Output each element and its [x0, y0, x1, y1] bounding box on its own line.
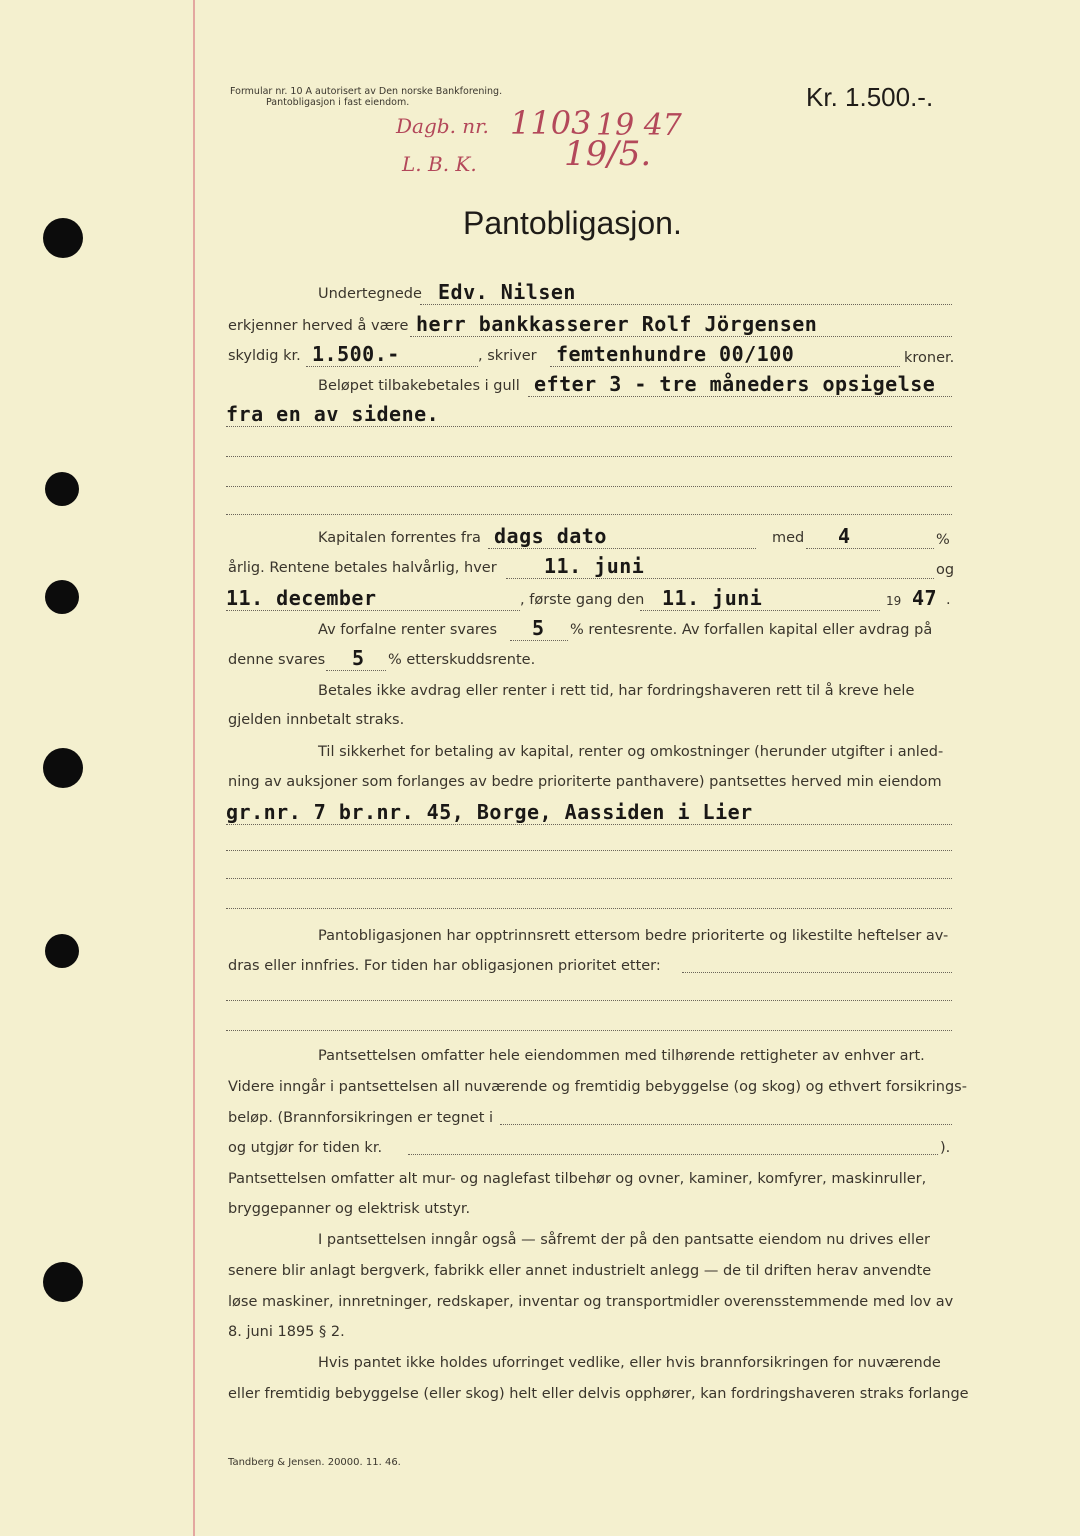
punch-hole	[45, 934, 79, 968]
omfatter-line-4-end: ).	[940, 1140, 951, 1156]
year-prefix: 19	[886, 594, 902, 608]
repayment-terms-2: fra en av sidene.	[226, 402, 440, 426]
amount-words: femtenhundre 00/100	[556, 342, 795, 366]
sikkerhet-line-2: ning av auksjoner som forlanges av bedre prioriterte panthavere) pantsettes herved min eiendom	[228, 774, 942, 790]
inngaar-line-1: I pantsettelsen inngår også — såfremt der på den pantsatte eiendom nu drives eller	[318, 1232, 930, 1248]
interest-date-2: 11. december	[226, 586, 377, 610]
opptrinn-line-2: dras eller innfries. For tiden har obligasjonen prioritet etter:	[228, 958, 661, 974]
first-payment-date: 11. juni	[662, 586, 763, 610]
kroner-label: kroner.	[904, 350, 955, 366]
dagb-year: 19 47	[596, 108, 682, 143]
header-amount: Kr. 1.500.-.	[806, 82, 934, 112]
sikkerhet-line-1: Til sikkerhet for betaling av kapital, renter og omkostninger (herunder utgifter i anled-	[318, 744, 944, 760]
inngaar-line-4: 8. juni 1895 § 2.	[228, 1324, 345, 1340]
skriver-label: , skriver	[478, 348, 537, 364]
punch-hole	[43, 218, 83, 258]
skyldig-label: skyldig kr.	[228, 348, 301, 364]
omfatter-line-1: Pantsettelsen omfatter hele eiendommen med tilhørende rettigheter av enhver art.	[318, 1048, 925, 1064]
lbk-label: L. B. K.	[402, 152, 477, 176]
punch-hole	[45, 580, 79, 614]
form-line-2: Pantobligasjon i fast eiendom.	[266, 97, 410, 108]
omfatter-line-6: bryggepanner og elektrisk utstyr.	[228, 1201, 471, 1217]
creditor-name: herr bankkasserer Rolf Jörgensen	[416, 312, 818, 336]
forfalne-label-3: denne svares	[228, 652, 326, 668]
property-description: gr.nr. 7 br.nr. 45, Borge, Aassiden i Lier	[226, 800, 753, 824]
betales-line-2: gjelden innbetalt straks.	[228, 712, 405, 728]
belopet-label: Beløpet tilbakebetales i gull	[318, 378, 520, 394]
forfalne-label: Av forfalne renter svares	[318, 622, 498, 638]
punch-hole	[45, 472, 79, 506]
arrears-interest-rate: 5	[352, 646, 365, 670]
punch-hole	[43, 1262, 83, 1302]
percent-sign: %	[936, 532, 950, 548]
page-title: Pantobligasjon.	[463, 205, 682, 241]
og-label: og	[936, 562, 955, 578]
omfatter-line-3: beløp. (Brannforsikringen er tegnet i	[228, 1110, 494, 1126]
late-interest-rate: 5	[532, 616, 545, 640]
form-line-1: Formular nr. 10 A autorisert av Den norske Bankforening.	[230, 86, 503, 97]
interest-date-1: 11. juni	[544, 554, 645, 578]
omfatter-line-4: og utgjør for tiden kr.	[228, 1140, 383, 1156]
erkjenner-label: erkjenner herved å være	[228, 318, 409, 334]
dagb-number: 1103	[510, 104, 592, 142]
skyldig-amount: 1.500.-	[312, 342, 400, 366]
interest-rate: 4	[838, 524, 851, 548]
med-label: med	[772, 530, 805, 546]
betales-line-1: Betales ikke avdrag eller renter i rett tid, har fordringshaveren rett til å kreve hele	[318, 683, 915, 699]
forfalne-label-4: % etterskuddsrente.	[388, 652, 536, 668]
omfatter-line-2: Videre inngår i pantsettelsen all nuværende og fremtidig bebyggelse (og skog) og ethvert forsikrings-	[228, 1079, 967, 1095]
interest-from: dags dato	[494, 524, 607, 548]
repayment-terms-1: efter 3 - tre måneders opsigelse	[534, 372, 936, 396]
hvis-line-1: Hvis pantet ikke holdes uforringet vedlike, eller hvis brannforsikringen for nuværende	[318, 1355, 941, 1371]
first-payment-year: 47	[912, 586, 938, 610]
punch-hole	[43, 748, 83, 788]
opptrinn-line-1: Pantobligasjonen har opptrinnsrett ettersom bedre prioriterte og likestilte heftelser av-	[318, 928, 949, 944]
year-dot: .	[946, 592, 951, 608]
dagb-label: Dagb. nr.	[396, 114, 489, 138]
undertegnede-label: Undertegnede	[318, 286, 422, 302]
kapitalen-label: Kapitalen forrentes fra	[318, 530, 481, 546]
inngaar-line-3: løse maskiner, innretninger, redskaper, inventar og transportmidler overensstemmende med lov av	[228, 1294, 954, 1310]
renter-label: årlig. Rentene betales halvårlig, hver	[228, 560, 497, 576]
hvis-line-2: eller fremtidig bebyggelse (eller skog) helt eller delvis opphører, kan fordringshaveren straks forlange	[228, 1386, 969, 1402]
forste-label: , første gang den	[520, 592, 645, 608]
omfatter-line-5: Pantsettelsen omfatter alt mur- og naglefast tilbehør og ovner, kaminer, komfyrer, maskinruller,	[228, 1171, 927, 1187]
forfalne-label-2: % rentesrente. Av forfallen kapital eller avdrag på	[570, 622, 933, 638]
margin-line	[193, 0, 195, 1536]
inngaar-line-2: senere blir anlagt bergverk, fabrikk eller annet industrielt anlegg — de til driften herav anvendte	[228, 1263, 932, 1279]
printer-footer: Tandberg & Jensen. 20000. 11. 46.	[228, 1457, 401, 1468]
debtor-name: Edv. Nilsen	[438, 280, 576, 304]
lbk-date: 19/5.	[564, 134, 652, 174]
